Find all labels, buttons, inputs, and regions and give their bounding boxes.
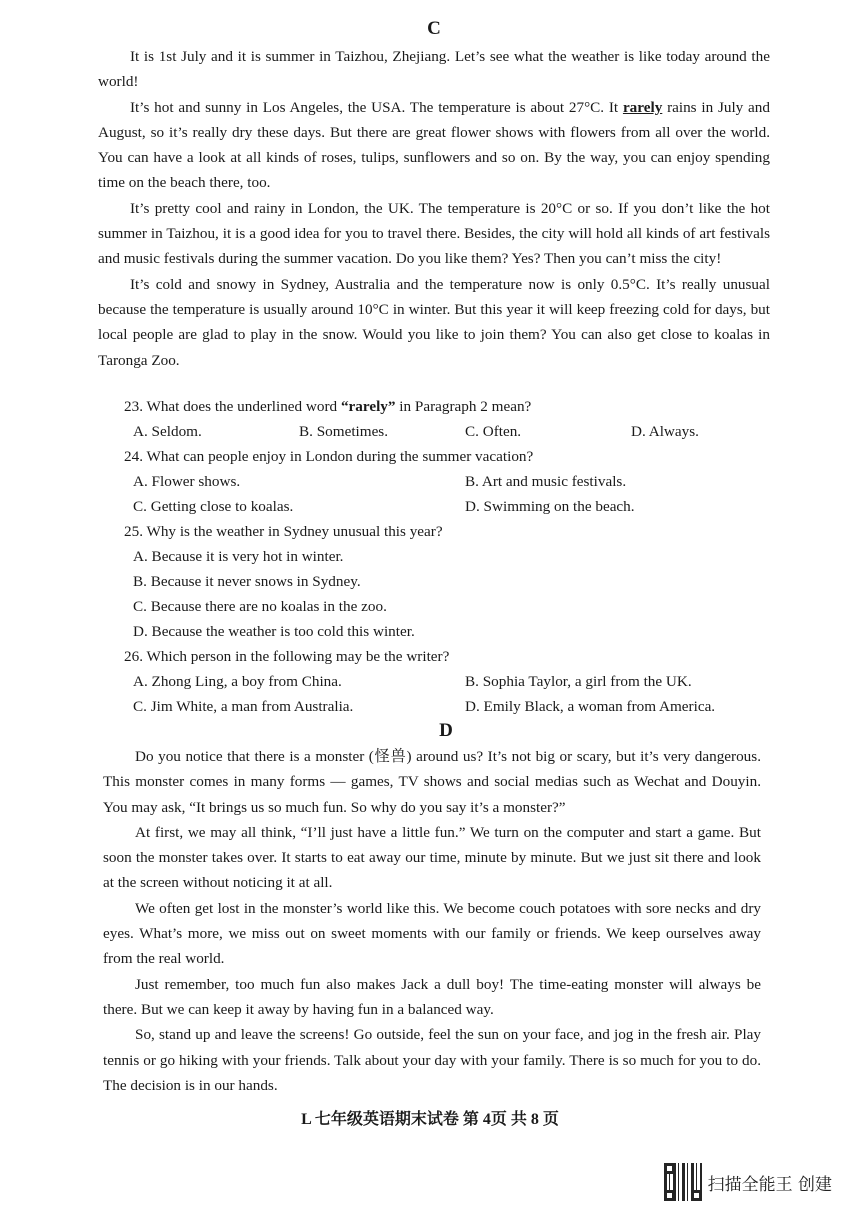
scanner-watermark [664,1163,832,1201]
option-c: C. Getting close to koalas. [133,498,294,515]
option-c: C. Jim White, a man from Australia. [133,698,354,715]
paragraph-d2: At first, we may all think, “I’ll just have a little fun.” We turn on the computer and start a game. But soon the monster takes over. It starts to eat away our time, minute by minute. But we just sit there and look at the screen without noticing it at all. [103,823,761,892]
options [124,469,784,519]
paragraph-c3: It’s pretty cool and rainy in London, the UK. The temperature is 20°C or so. If you don’t like the hot summer in Taizhou, it is a good idea for you to travel there. Besides, the city will hold all kinds of art festivals and music festivals during the summer vacation. Do you like them? Yes? Then you can’t miss the city! [98,199,770,268]
question-24 [124,444,784,519]
option-b: B. Because it never snows in Sydney. [133,573,361,590]
paragraph-d5: So, stand up and leave the screens! Go outside, feel the sun on your face, and jog in the fresh air. Play tennis or go hiking with your friends. Talk about your day with your family. There is so much for you to do. The decision is in our hands. [103,1026,761,1094]
section-c-passage [98,44,770,373]
page-footer: L 七年级英语期末试卷 第 4页 共 8 页 [301,1111,559,1128]
option-a: A. Flower shows. [133,473,241,490]
stem-text: 23. What does the underlined word [124,398,341,415]
paragraph-d3: We often get lost in the monster’s world like this. We become couch potatoes with sore necks and dry eyes. What’s more, we miss out on sweet moments with our family or friends. We keep ourselves away from the real world. [103,899,761,968]
paragraph-c1: It is 1st July and it is summer in Taizhou, Zhejiang. Let’s see what the weather is like today around the world! [98,48,770,91]
option-c: C. Often. [465,423,522,440]
section-d-title: D [439,720,453,741]
stem-text: in Paragraph 2 mean? [395,398,532,415]
option-d: D. Swimming on the beach. [465,498,635,515]
question-stem: 25. Why is the weather in Sydney unusual this year? [124,523,443,540]
paragraph-c2-part1: It’s hot and sunny in Los Angeles, the USA. The temperature is about 27°C. It [130,98,623,116]
paragraph-c2 [98,95,770,196]
options [124,419,784,444]
question-23 [124,394,784,444]
option-a: A. Because it is very hot in winter. [133,548,344,565]
option-d: D. Always. [631,423,699,440]
question-stem [124,394,784,419]
paragraph-d1: Do you notice that there is a monster (怪兽) around us? It’s not big or scary, but it’s very dangerous. This monster comes in many forms — games, TV shows and social medias such as Wechat and Douyin. You may ask, “It brings us so much fun. So why do you say it’s a monster?” [103,748,761,816]
option-b: B. Art and music festivals. [465,473,627,490]
paragraph-c4: It’s cold and snowy in Sydney, Australia and the temperature now is only 0.5°C. It’s really unusual because the temperature is usually around 10°C in winter. But this year it will keep freezing cold for days, but local people are glad to play in the snow. Would you like to join them? You can also get close to koalas in Taronga Zoo. [98,275,770,369]
question-stem: 26. Which person in the following may be the writer? [124,648,450,665]
question-stem: 24. What can people enjoy in London during the summer vacation? [124,448,534,465]
options [124,669,784,719]
section-c-title: C [427,18,441,39]
stem-keyword: “rarely” [340,398,396,415]
option-b: B. Sometimes. [299,423,389,440]
options [124,544,784,644]
option-d: D. Emily Black, a woman from America. [465,698,716,715]
paragraph-c2-part2: rains in July and August, so it’s really dry these days. But there are great flower shows with flowers from all over the world. You can have a look at all kinds of roses, tulips, sunflowers and so on. By the way, you can enjoy spending time on the beach there, too. [98,98,770,192]
question-25 [124,519,784,644]
question-list [124,394,784,719]
option-d: D. Because the weather is too cold this winter. [133,623,415,640]
qr-code-icon [664,1163,702,1201]
option-c: C. Because there are no koalas in the zoo. [133,598,387,615]
underlined-word-rarely: rarely [622,98,663,116]
question-26 [124,644,784,719]
option-b: B. Sophia Taylor, a girl from the UK. [465,673,692,690]
option-a: A. Seldom. [133,423,202,440]
option-a: A. Zhong Ling, a boy from China. [133,673,342,690]
section-d-passage [103,744,761,1098]
paragraph-d4: Just remember, too much fun also makes Jack a dull boy! The time-eating monster will always be there. But we can keep it away by having fun in a balanced way. [103,975,761,1018]
watermark-text: 扫描全能王 创建 [707,1174,832,1195]
